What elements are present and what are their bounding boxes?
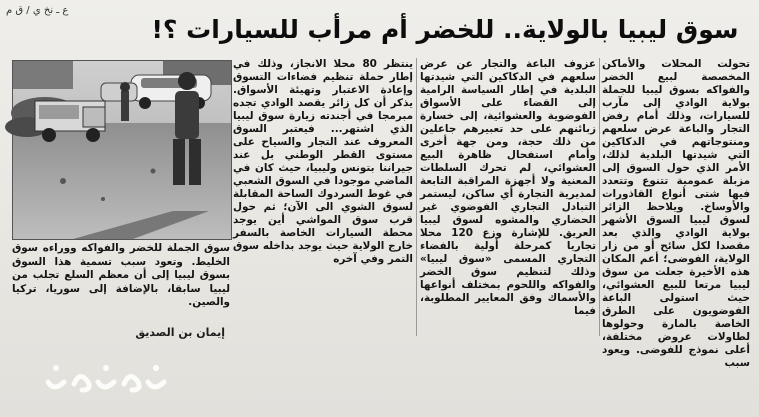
author-byline: إيمان بن الصديق bbox=[135, 326, 225, 339]
article-headline: سوق ليبيا بالولاية.. للخضر أم مرأب للسيارات ؟! bbox=[151, 15, 739, 44]
site-logo-watermark bbox=[40, 352, 170, 402]
article-column-3 bbox=[233, 58, 413, 336]
column-3-text: ينتظر 80 محلا الانجاز، وذلك في إطار حملة تنظيم فضاءات التسوق وإعادة الاعتبار وتهيئة الأسواق. يذكر أن كل زائر يقصد الوادي تجده مبرمجا في أجندته زيارة سوق ليبيا الذي اشتهر... فيعتبر السوق المعروف عند التجار والسياح على مستوى القطر الوطني بل عند جيراننا بتونس وليبيا، حيث كان في الماضي موجودا في السوق الشعبي في غوط السردوك الساحة المقابلة لسوق الشوي الى الآن؛ ثم حول قرب سوق المواشي أين يوجد محطة السيارات الخاصة بالسفر خارج الولاية حيث يوجد بداخله سوق التمر وفي آخره bbox=[233, 58, 413, 265]
market-photo-illustration bbox=[13, 61, 231, 239]
column-2-text: عزوف الباعة والتجار عن عرض سلعهم في الدكاكين التي شيدتها البلدية في إطار السياسة الرامية إلى القضاء على الأسواق الفوضوية والعشوائية، إلى خسارة زبائنهم على حد تعبيرهم جاعلين من ذلك حجة، ومن جهة أخرى وأمام استفحال ظاهرة البيع العشوائي، لم تحرك السلطات المعنية ولا أجهزة المراقبة التابعة لمديرية التجارة أي ساكن، ليستمر التبادل التجاري الفوضوي غير الحضاري والمشوه لسوق ليبيا العريق. للإشارة وزع 120 محلا تجاريا كمرحلة أولية بالفضاء التجاري المسمى «سوق ليبيا» وذلك لتنظيم سوق الخضر والفواكه واللحوم بمختلف أنواعها والأسماك وفق المعايير المطلوبة، فيما bbox=[420, 58, 596, 317]
market-photo bbox=[12, 60, 232, 240]
column-divider bbox=[416, 58, 417, 336]
article-column-2 bbox=[420, 58, 596, 336]
column-divider bbox=[599, 58, 600, 336]
logo-icon bbox=[40, 352, 170, 402]
date-stamp: ع ـ نخ ي / ق م bbox=[6, 5, 69, 16]
photo-caption: سوق الجملة للخضر والفواكه ووراءه سوق الخليط. وتعود سبب تسمية هذا السوق بسوق ليبيا إلى أن معظم السلع تجلب من ليبيا سابقا، بالإضافة إلى سوريا، تركيا والصين. bbox=[12, 242, 230, 308]
article-column-1 bbox=[602, 58, 750, 369]
column-1-text: تحولت المحلات والأماكن المخصصة لبيع الخضر والفواكه بسوق ليبيا للجملة بولاية الوادي إلى مآرب للسيارات، وذلك أمام رفض التجار والباعة عرض سلعهم ومنتوجاتهم في الدكاكين التي شيدتها البلدية لذلك، الأمر الذي حول السوق إلى مزبلة عمومية تتنوع وتتعدد فيها شتى أنواع القاذورات والأوساخ. ويلاحظ الزائر لسوق ليبيا السوق الأشهر بولاية الوادي والذي بعد مقصدا لكل سائح أو من زار الولاية، الفوضى؛ أعم المكان هذه الأخيرة جعلت من سوق ليبيا مرتعا للبيع العشوائي، حيث استولى الباعة الفوضويون على الطرق الخاصة بالمارة وحولوها لطاولات عروض مختلفة، أعلى نموذج للفوضى. ويعود سبب bbox=[602, 58, 750, 369]
